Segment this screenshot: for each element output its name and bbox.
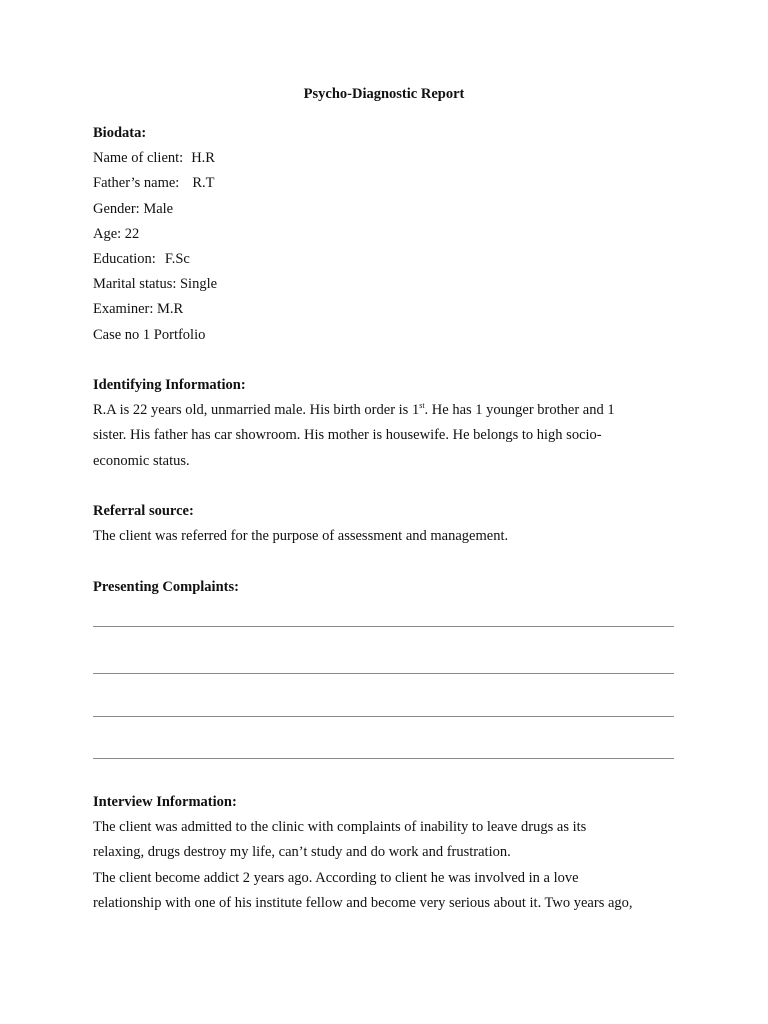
referral-source-text: The client was referred for the purpose of assessment and management. [93, 528, 509, 545]
client-name-label: Name of client: [93, 150, 184, 167]
identifying-text-a: R.A is 22 years old, unmarried male. His birth order is 1 [93, 402, 420, 419]
identifying-info-line-1 [93, 398, 683, 423]
examiner-line: Examiner: M.R [93, 301, 184, 318]
report-body [93, 121, 683, 600]
father-name-line [93, 171, 683, 196]
spacer [93, 549, 683, 574]
biodata-heading: Biodata: [93, 125, 147, 141]
interview-section [93, 790, 683, 916]
report-title: Psycho-Diagnostic Report [303, 86, 465, 102]
interview-info-line-4: relationship with one of his institute fellow and become very serious about it. Two years ago, [93, 894, 633, 911]
spacer [93, 348, 683, 373]
age-line: Age: 22 [93, 225, 140, 242]
father-name-value: R.T [192, 175, 215, 192]
spacer [93, 474, 683, 499]
complaint-blank-line [93, 673, 674, 674]
marital-status-line: Marital status: Single [93, 276, 218, 293]
ordinal-suffix: st [419, 401, 425, 411]
identifying-info-line-3: economic status. [93, 452, 190, 469]
interview-info-line-3: The client become addict 2 years ago. According to client he was involved in a love [93, 869, 579, 886]
education-value: F.Sc [164, 251, 190, 268]
interview-info-line-1: The client was admitted to the clinic with complaints of inability to leave drugs as its [93, 819, 587, 836]
case-line: Case no 1 Portfolio [93, 326, 206, 343]
identifying-text-b: . He has 1 younger brother and 1 [424, 402, 615, 419]
complaint-blank-line [93, 626, 674, 627]
interview-info-heading: Interview Information: [93, 794, 237, 810]
identifying-info-line-2: sister. His father has car showroom. His mother is housewife. He belongs to high socio- [93, 427, 602, 444]
interview-info-line-2: relaxing, drugs destroy my life, can’t study and do work and frustration. [93, 844, 511, 861]
education-label: Education: [93, 251, 156, 268]
client-name-value: H.R [191, 150, 215, 167]
education-line [93, 247, 683, 272]
presenting-complaints-heading: Presenting Complaints: [93, 578, 239, 595]
client-name-line [93, 146, 683, 171]
gender-line: Gender: Male [93, 200, 174, 217]
complaint-blank-line [93, 716, 674, 717]
complaint-blank-line [93, 758, 674, 759]
father-name-label: Father’s name: [93, 175, 180, 192]
referral-source-heading: Referral source: [93, 503, 194, 520]
identifying-info-heading: Identifying Information: [93, 377, 246, 394]
